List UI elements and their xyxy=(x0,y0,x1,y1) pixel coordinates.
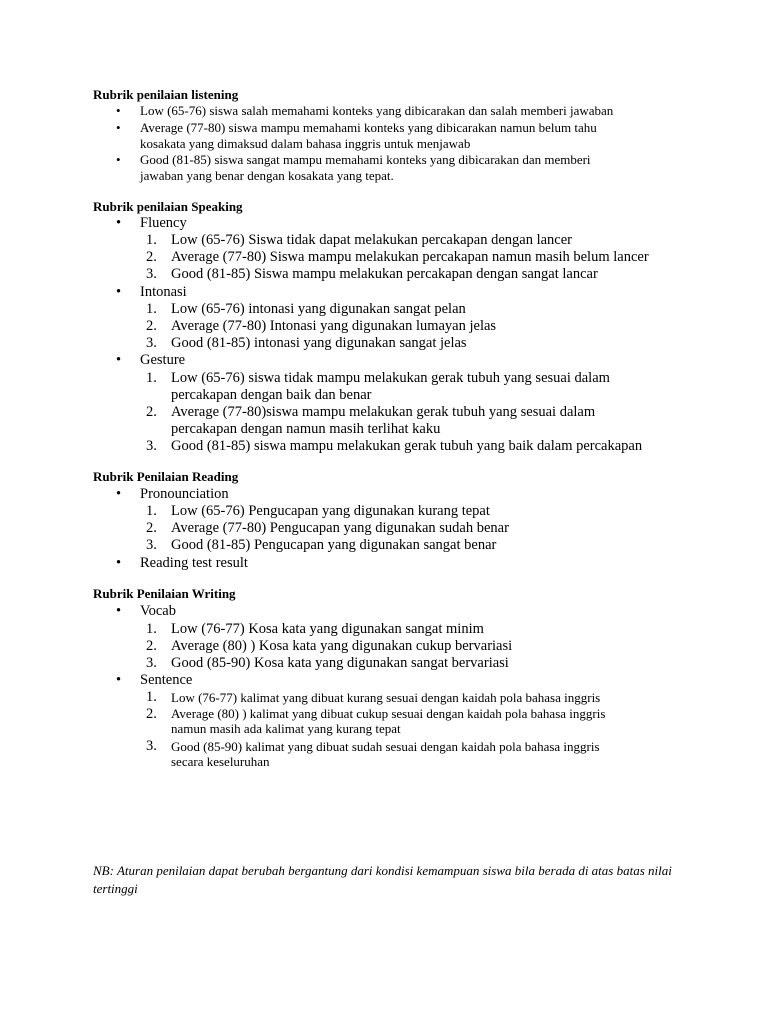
list-number: 2. xyxy=(146,249,157,265)
vocab-item-low: Low (76-77) Kosa kata yang digunakan sangat minim xyxy=(171,621,484,637)
intonasi-item-average: Average (77-80) Intonasi yang digunakan lumayan jelas xyxy=(171,318,497,334)
intonasi-label: Intonasi xyxy=(140,284,187,300)
bullet-icon: • xyxy=(116,486,122,502)
listening-item-good: Good (81-85) siswa sangat mampu memahami konteks yang dibicarakan dan memberi xyxy=(140,152,591,167)
list-number: 1. xyxy=(146,503,157,519)
bullet-icon: • xyxy=(116,603,122,619)
list-number: 3. xyxy=(146,335,157,351)
sentence-item-good-cont: secara keseluruhan xyxy=(171,754,270,769)
listening-item-low: Low (65-76) siswa salah memahami konteks yang dibicarakan dan salah memberi jawaban xyxy=(140,103,614,118)
speaking-title: Rubrik penilaian Speaking xyxy=(93,199,243,214)
bullet-icon: • xyxy=(116,672,122,688)
gesture-item-good: Good (81-85) siswa mampu melakukan gerak tubuh yang baik dalam percakapan xyxy=(171,438,643,454)
intonasi-item-low: Low (65-76) intonasi yang digunakan sangat pelan xyxy=(171,301,466,317)
fluency-item-good: Good (81-85) Siswa mampu melakukan percakapan dengan sangat lancar xyxy=(171,266,598,282)
listening-item-average: Average (77-80) siswa mampu memahami konteks yang dibicarakan namun belum tahu xyxy=(140,120,597,135)
bullet-icon: • xyxy=(116,284,122,300)
reading-title: Rubrik Penilaian Reading xyxy=(93,469,239,484)
vocab-item-good: Good (85-90) Kosa kata yang digunakan sangat bervariasi xyxy=(171,655,509,671)
pronounciation-item-average: Average (77-80) Pengucapan yang digunakan sudah benar xyxy=(171,520,509,536)
listening-item-good-cont: jawaban yang benar dengan kosakata yang tepat. xyxy=(140,168,394,183)
fluency-item-average: Average (77-80) Siswa mampu melakukan percakapan namun masih belum lancer xyxy=(171,249,649,265)
list-number: 1. xyxy=(146,301,157,317)
gesture-item-low: Low (65-76) siswa tidak mampu melakukan gerak tubuh yang sesuai dalam xyxy=(171,370,610,386)
intonasi-item-good: Good (81-85) intonasi yang digunakan sangat jelas xyxy=(171,335,467,351)
gesture-item-low-cont: percakapan dengan baik dan benar xyxy=(171,387,372,403)
list-number: 2. xyxy=(146,520,157,536)
bullet-icon: • xyxy=(116,103,121,118)
list-number: 3. xyxy=(146,537,157,553)
list-number: 3. xyxy=(146,738,157,754)
bullet-icon: • xyxy=(116,352,122,368)
list-number: 1. xyxy=(146,621,157,637)
listening-title: Rubrik penilaian listening xyxy=(93,87,239,102)
reading-test-result: Reading test result xyxy=(140,555,248,571)
list-number: 3. xyxy=(146,655,157,671)
vocab-item-average: Average (80) ) Kosa kata yang digunakan cukup bervariasi xyxy=(171,638,513,654)
sentence-label: Sentence xyxy=(140,672,193,688)
list-number: 2. xyxy=(146,706,157,722)
pronounciation-item-good: Good (81-85) Pengucapan yang digunakan sangat benar xyxy=(171,537,497,553)
listening-item-average-cont: kosakata yang dimaksud dalam bahasa inggris untuk menjawab xyxy=(140,136,471,151)
bullet-icon: • xyxy=(116,215,122,231)
vocab-label: Vocab xyxy=(140,603,176,619)
pronounciation-item-low: Low (65-76) Pengucapan yang digunakan kurang tepat xyxy=(171,503,490,519)
gesture-item-average-cont: percakapan dengan namun masih terlihat kaku xyxy=(171,421,441,437)
bullet-icon: • xyxy=(116,152,121,167)
list-number: 3. xyxy=(146,438,157,454)
list-number: 3. xyxy=(146,266,157,282)
list-number: 1. xyxy=(146,232,157,248)
fluency-label: Fluency xyxy=(140,215,187,231)
sentence-item-low: Low (76-77) kalimat yang dibuat kurang sesuai dengan kaidah pola bahasa inggris xyxy=(171,690,601,705)
list-number: 1. xyxy=(146,689,157,705)
list-number: 2. xyxy=(146,318,157,334)
sentence-item-average: Average (80) ) kalimat yang dibuat cukup sesuai dengan kaidah pola bahasa inggris xyxy=(171,706,606,721)
writing-title: Rubrik Penilaian Writing xyxy=(93,586,236,601)
footnote: NB: Aturan penilaian dapat berubah bergantung dari kondisi kemampuan siswa bila berada di atas batas nilai tertinggi xyxy=(93,863,672,896)
pronounciation-label: Pronounciation xyxy=(140,486,229,502)
sentence-item-average-cont: namun masih ada kalimat yang kurang tepat xyxy=(171,721,401,736)
bullet-icon: • xyxy=(116,555,122,571)
sentence-item-good: Good (85-90) kalimat yang dibuat sudah sesuai dengan kaidah pola bahasa inggris xyxy=(171,739,600,754)
list-number: 2. xyxy=(146,404,157,420)
fluency-item-low: Low (65-76) Siswa tidak dapat melakukan percakapan dengan lancer xyxy=(171,232,573,248)
list-number: 1. xyxy=(146,370,157,386)
gesture-label: Gesture xyxy=(140,352,186,368)
list-number: 2. xyxy=(146,638,157,654)
gesture-item-average: Average (77-80)siswa mampu melakukan gerak tubuh yang sesuai dalam xyxy=(171,404,596,420)
bullet-icon: • xyxy=(116,120,121,135)
